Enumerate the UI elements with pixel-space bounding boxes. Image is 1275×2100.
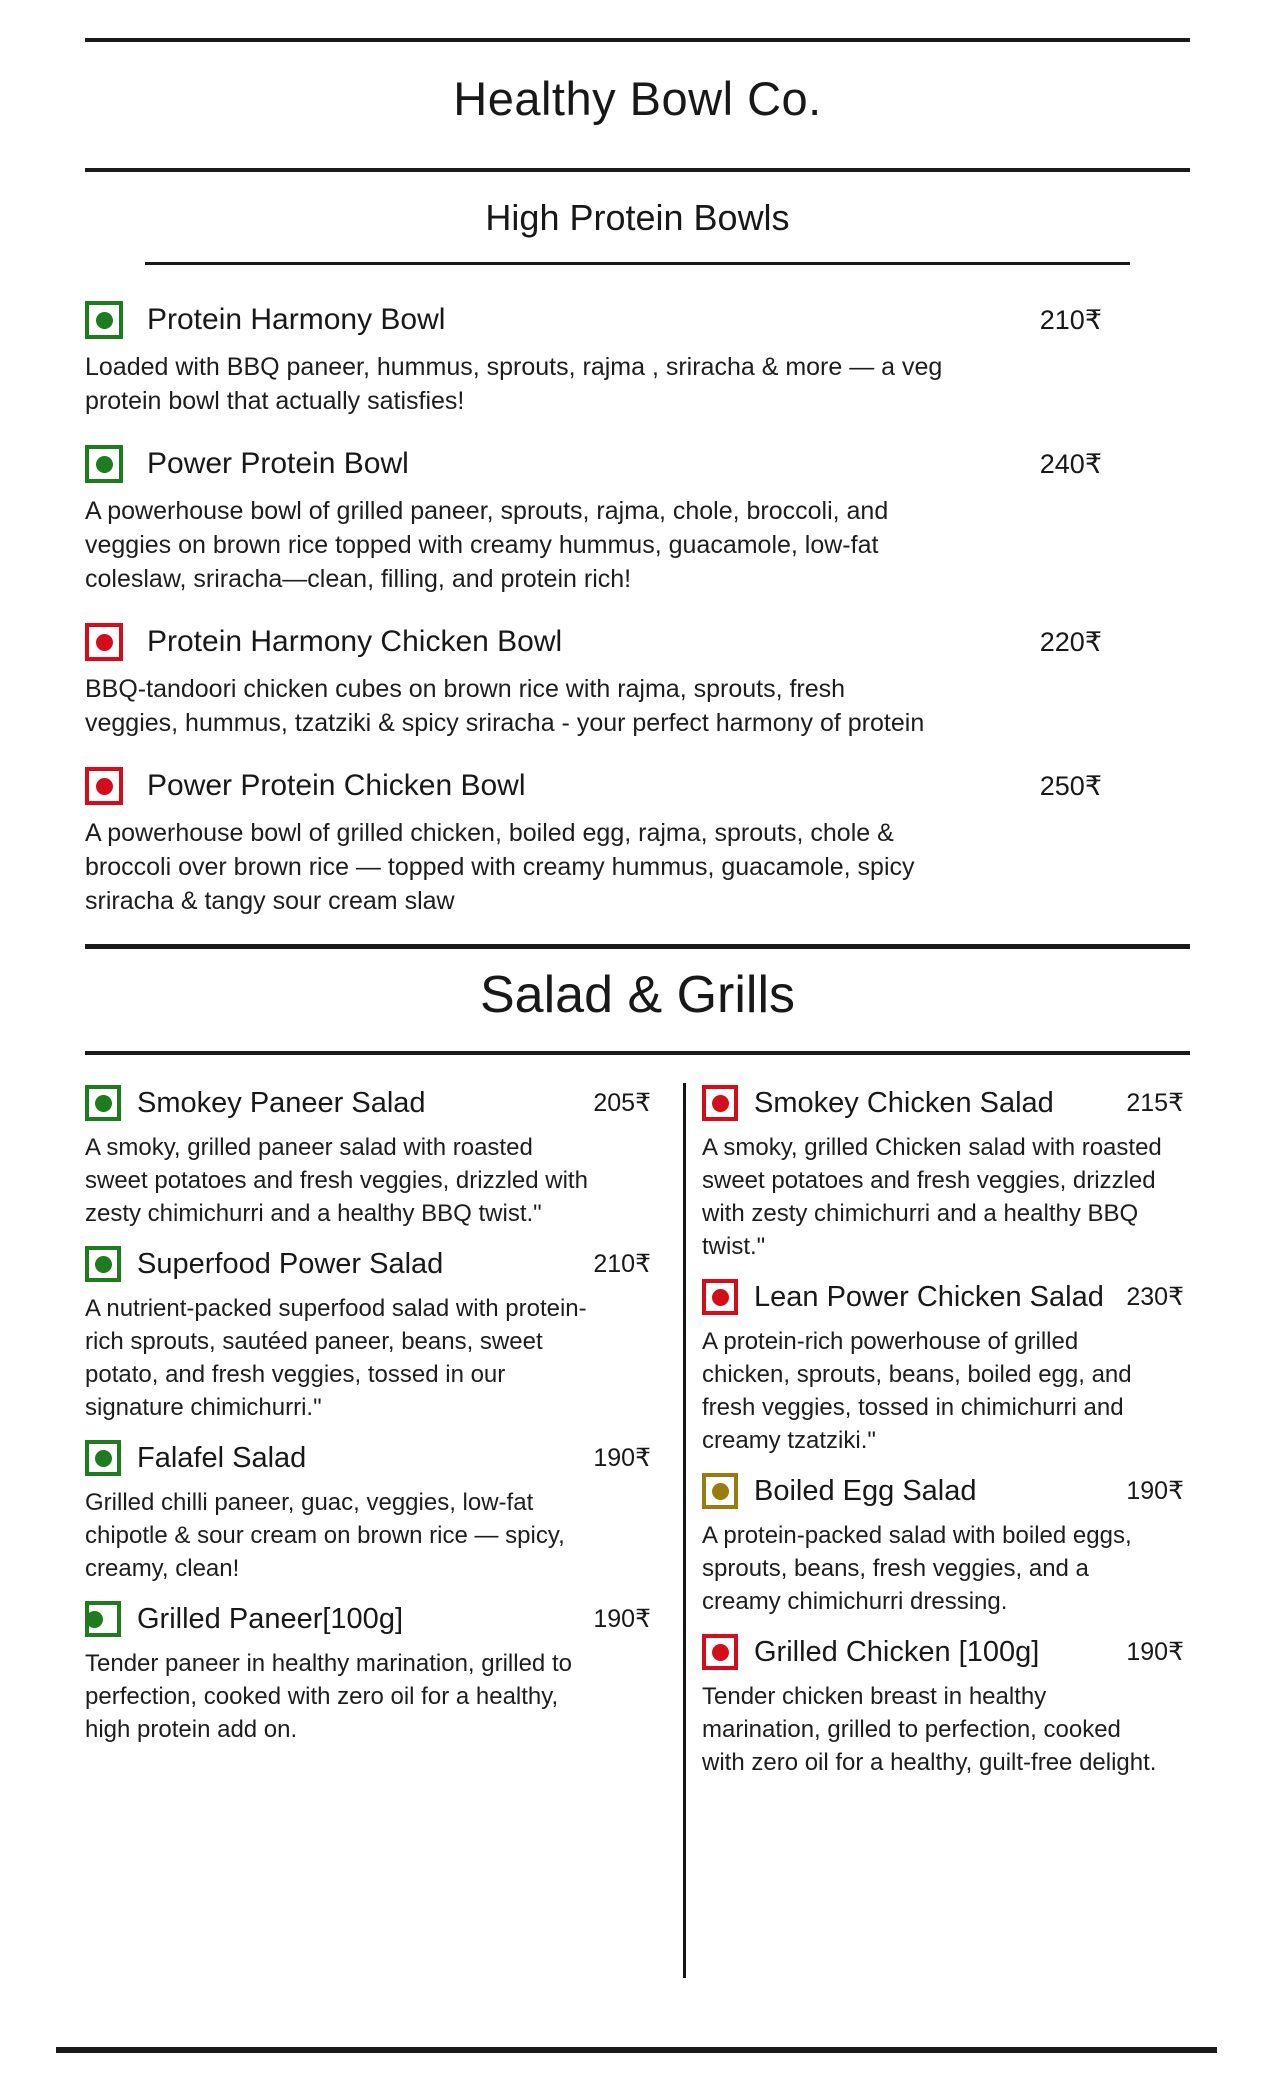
item-name: Power Protein Chicken Bowl (147, 769, 526, 802)
section-high-protein-bowls (85, 196, 1190, 918)
nonveg-icon (702, 1634, 738, 1670)
veg-icon (85, 445, 123, 483)
section-divider-rule (85, 944, 1190, 949)
title-rule (85, 168, 1190, 172)
item-header (85, 300, 1190, 340)
veg-icon (85, 301, 123, 339)
item-description: BBQ-tandoori chicken cubes on brown rice with rajma, sprouts, fresh veggies, hummus, tzatziki & spicy sriracha - your perfect harmony of protein (85, 675, 925, 737)
egg-icon (702, 1473, 738, 1509)
item-name: Smokey Paneer Salad (137, 1087, 426, 1119)
item-description: Grilled chilli paneer, guac, veggies, low-fat chipotle & sour cream on brown rice — spicy, creamy, clean! (85, 1489, 565, 1582)
item-name: Falafel Salad (137, 1442, 307, 1474)
nonveg-icon (85, 623, 123, 661)
top-rule (85, 38, 1190, 42)
right-column (686, 1083, 1190, 1793)
nonveg-icon (85, 767, 123, 805)
menu-item (702, 1471, 1190, 1618)
item-price: 205₹ (593, 1089, 651, 1117)
item-header (85, 622, 1190, 662)
veg-dot (95, 1256, 112, 1273)
egg-dot (712, 1483, 729, 1500)
item-name: Power Protein Bowl (147, 447, 409, 480)
menu-item (85, 622, 1190, 740)
item-header (702, 1471, 1190, 1511)
item-header (85, 1244, 657, 1284)
nonveg-dot (712, 1095, 729, 1112)
item-header (702, 1277, 1190, 1317)
item-description: Loaded with BBQ paneer, hummus, sprouts, rajma , sriracha & more — a veg protein bowl that actually satisfies! (85, 353, 943, 415)
item-description: A smoky, grilled paneer salad with roasted sweet potatoes and fresh veggies, drizzled with zesty chimichurri and a healthy BBQ twist." (85, 1134, 588, 1227)
veg-dot (95, 1450, 112, 1467)
menu-item (702, 1083, 1190, 1263)
item-price: 190₹ (1126, 1477, 1184, 1505)
item-header (85, 1599, 657, 1639)
item-header (85, 1083, 657, 1123)
item-description: A smoky, grilled Chicken salad with roasted sweet potatoes and fresh veggies, drizzled with zesty chimichurri and a healthy BBQ twist." (702, 1134, 1162, 1260)
item-price: 230₹ (1126, 1283, 1184, 1311)
item-price: 210₹ (593, 1250, 651, 1278)
nonveg-icon (702, 1085, 738, 1121)
item-description: A protein-packed salad with boiled eggs, sprouts, beans, fresh veggies, and a creamy chimichurri dressing. (702, 1522, 1132, 1615)
menu-item (702, 1632, 1190, 1779)
veg-dot (96, 456, 113, 473)
restaurant-name: Healthy Bowl Co. (453, 72, 822, 125)
veg-icon (85, 1085, 121, 1121)
item-header (702, 1083, 1190, 1123)
item-name: Smokey Chicken Salad (754, 1087, 1054, 1119)
menu-items (85, 265, 1190, 918)
item-price: 190₹ (1126, 1638, 1184, 1666)
item-description: Tender paneer in healthy marination, grilled to perfection, cooked with zero oil for a healthy, high protein add on. (85, 1650, 572, 1743)
menu-item (85, 766, 1190, 918)
item-description: Tender chicken breast in healthy marination, grilled to perfection, cooked with zero oil for a healthy, guilt-free delight. (702, 1683, 1157, 1776)
item-price: 210₹ (1039, 304, 1102, 335)
menu-item (85, 1083, 657, 1230)
nonveg-dot (712, 1644, 729, 1661)
menu-item (85, 1244, 657, 1424)
nonveg-dot (96, 778, 113, 795)
section-title: Salad & Grills (480, 966, 795, 1024)
item-name: Superfood Power Salad (137, 1248, 444, 1280)
nonveg-dot (96, 634, 113, 651)
section-salad-grills (85, 963, 1190, 1978)
item-name: Protein Harmony Bowl (147, 303, 446, 336)
item-price: 220₹ (1039, 626, 1102, 657)
menu-item (85, 444, 1190, 596)
veg-dot (96, 312, 113, 329)
item-price: 215₹ (1126, 1089, 1184, 1117)
item-price: 190₹ (593, 1605, 651, 1633)
veg-icon (85, 1440, 121, 1476)
section-title-rule (85, 1051, 1190, 1055)
veg-dot (86, 1611, 103, 1628)
item-description: A protein-rich powerhouse of grilled chicken, sprouts, beans, boiled egg, and fresh veggies, tossed in chimichurri and creamy tzatziki." (702, 1328, 1132, 1454)
nonveg-dot (712, 1289, 729, 1306)
two-column-area (85, 1083, 1190, 1978)
veg-icon (85, 1246, 121, 1282)
item-header (85, 444, 1190, 484)
item-name: Lean Power Chicken Salad (754, 1281, 1104, 1313)
menu-item (85, 1599, 657, 1746)
section-title: High Protein Bowls (485, 197, 790, 238)
item-price: 190₹ (593, 1444, 651, 1472)
item-price: 250₹ (1039, 770, 1102, 801)
item-price: 240₹ (1039, 448, 1102, 479)
item-name: Grilled Chicken [100g] (754, 1636, 1040, 1668)
item-header (702, 1632, 1190, 1672)
menu-item (85, 300, 1190, 418)
item-description: A powerhouse bowl of grilled chicken, boiled egg, rajma, sprouts, chole & broccoli over brown rice — topped with creamy hummus, guacamole, spicy sriracha & tangy sour cream slaw (85, 819, 915, 915)
item-header (85, 1438, 657, 1478)
item-description: A powerhouse bowl of grilled paneer, sprouts, rajma, chole, broccoli, and veggies on brown rice topped with creamy hummus, guacamole, low-fat coleslaw, sriracha—clean, filling, and protein rich! (85, 497, 889, 593)
item-name: Protein Harmony Chicken Bowl (147, 625, 563, 658)
menu-item (85, 1438, 657, 1585)
veg-icon (85, 1601, 121, 1637)
item-description: A nutrient-packed superfood salad with protein-rich sprouts, sautéed paneer, beans, sweet potato, and fresh veggies, tossed in our signature chimichurri." (85, 1295, 587, 1421)
left-column (85, 1083, 657, 1760)
item-header (85, 766, 1190, 806)
bottom-rule (56, 2047, 1217, 2053)
nonveg-icon (702, 1279, 738, 1315)
item-name: Boiled Egg Salad (754, 1475, 977, 1507)
item-name: Grilled Paneer[100g] (137, 1603, 403, 1635)
menu-item (702, 1277, 1190, 1457)
veg-dot (95, 1095, 112, 1112)
